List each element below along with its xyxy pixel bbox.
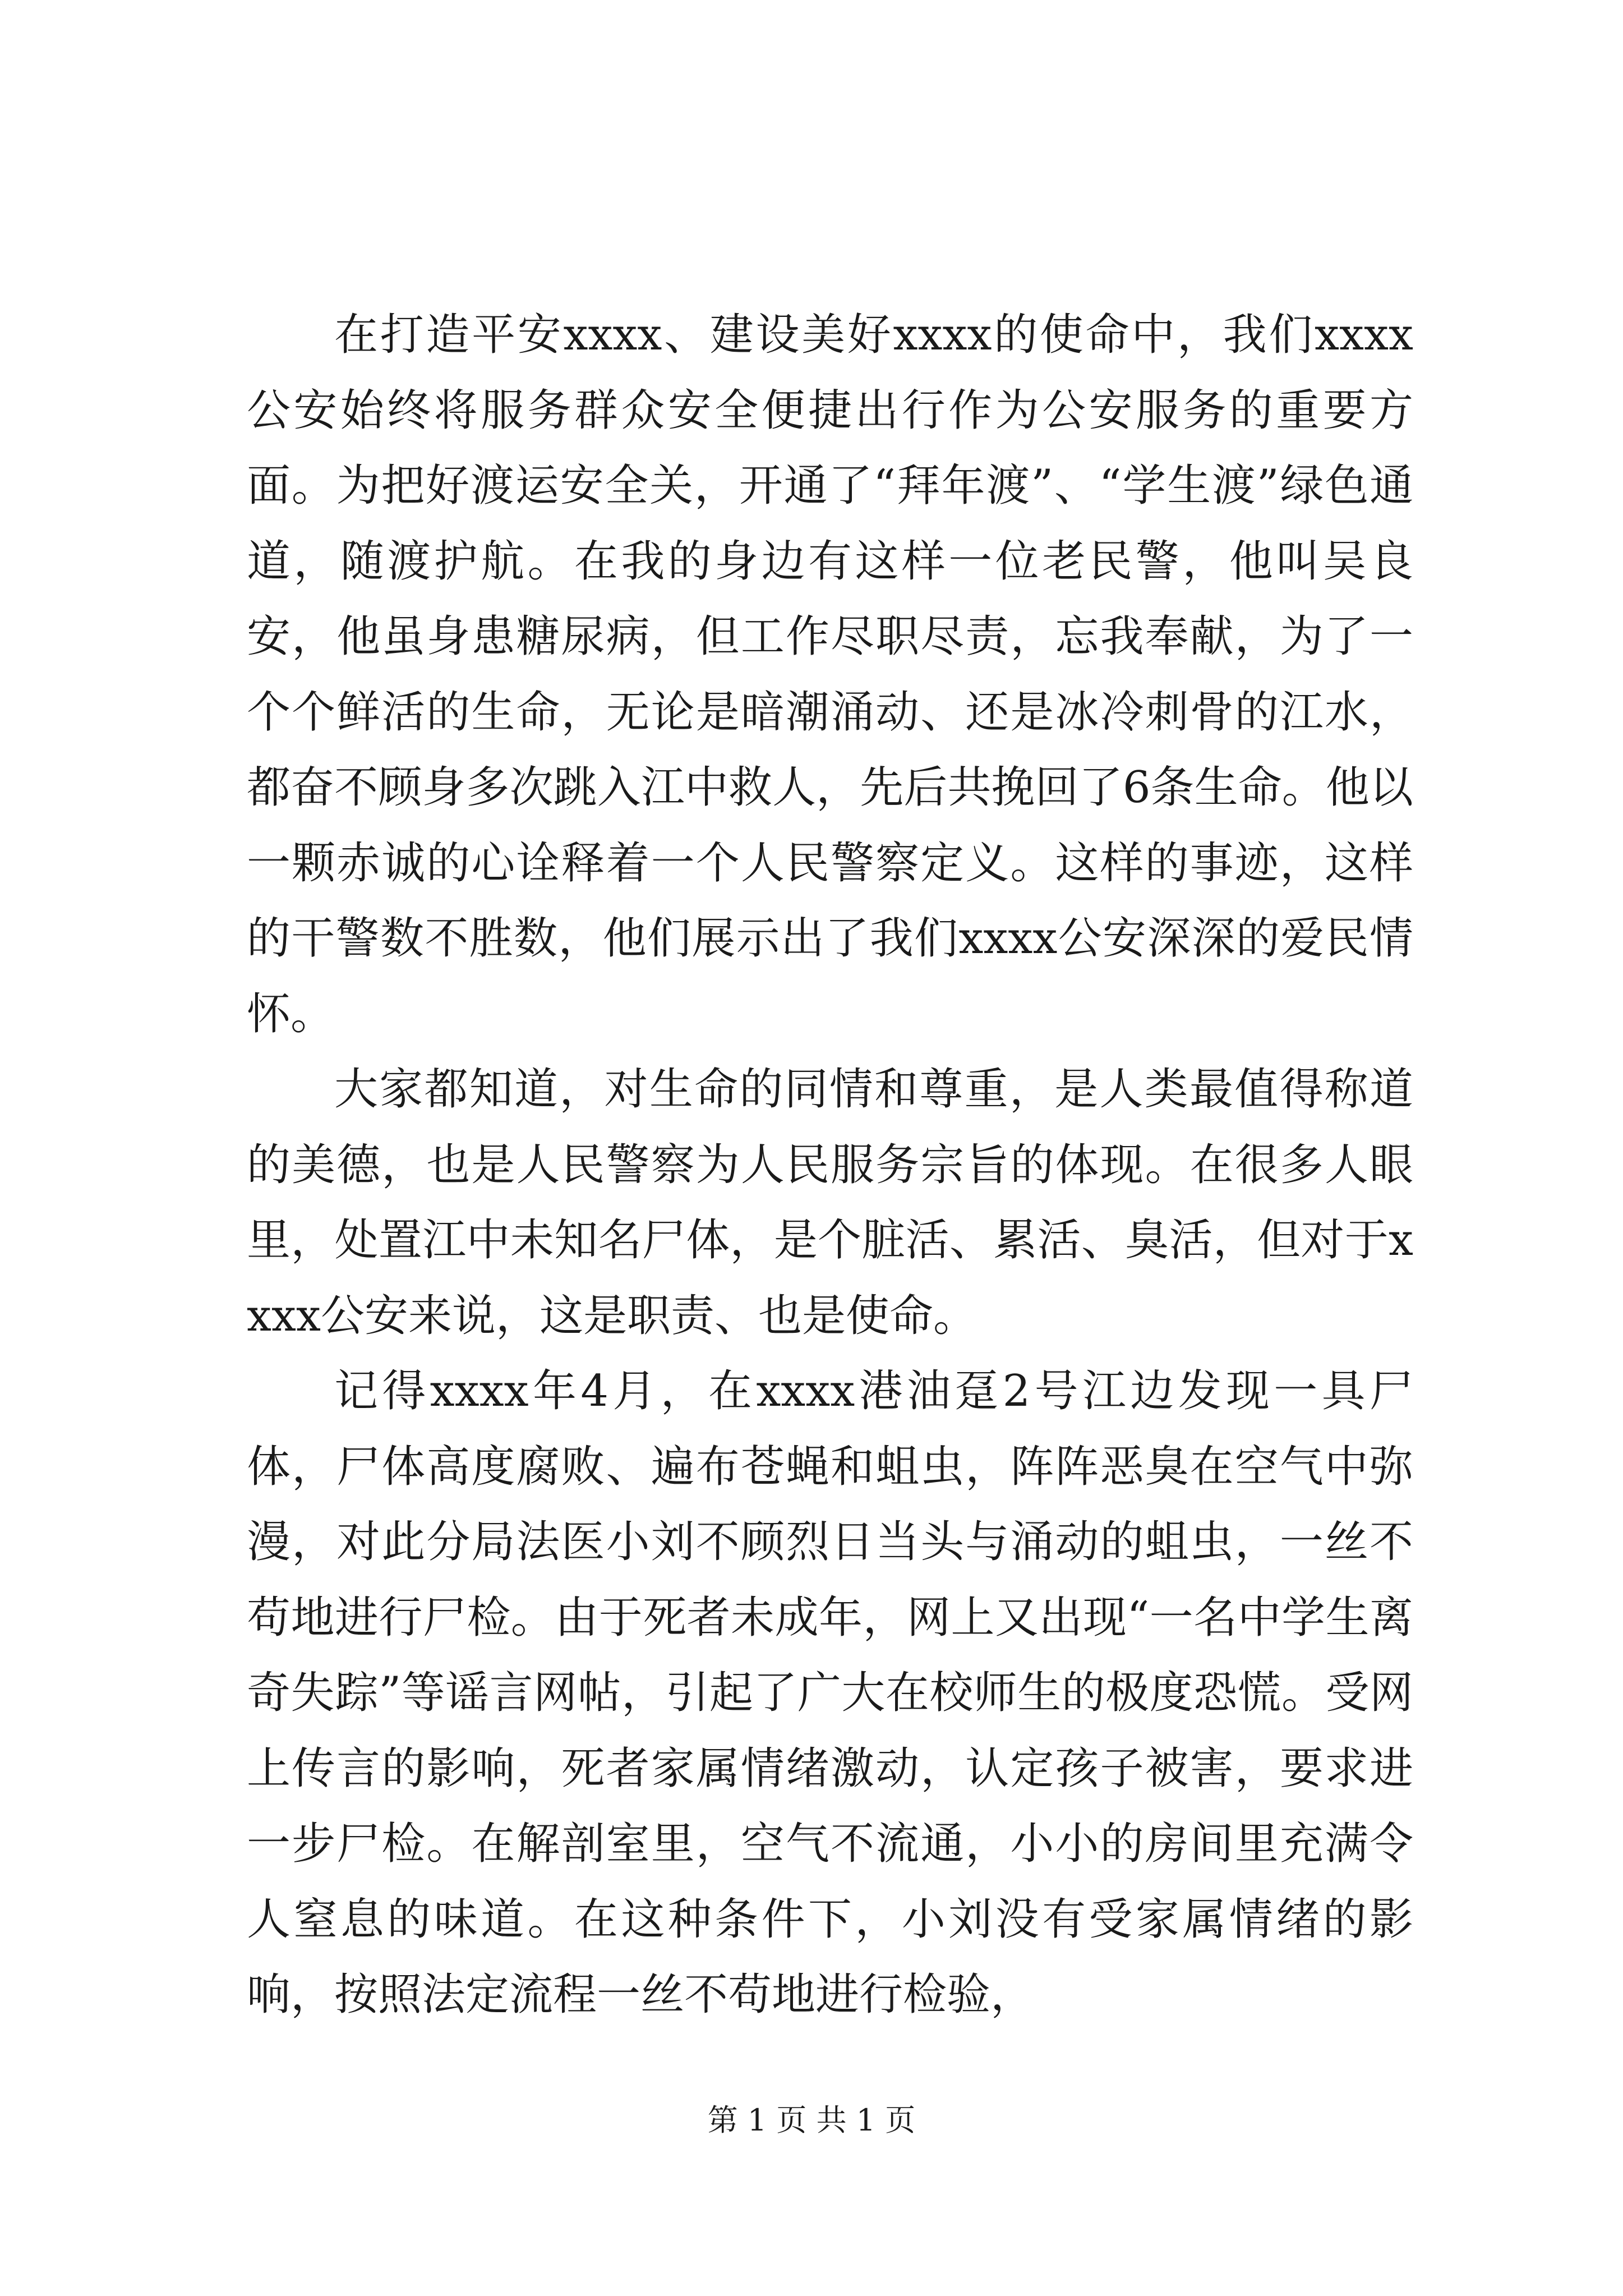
page-footer: 第 1 页 共 1 页 <box>707 2102 916 2138</box>
paragraph-1: 在打造平安xxxx、建设美好xxxx的使命中，我们xxxx公安始终将服务群众安全便捷出行作为公安服务的重要方面。为把好渡运安全关，开通了“拜年渡”、“学生渡”绿色通道，随渡护航。在我的身边有这样一位老民警，他叫吴良安，他虽身患糖尿病，但工作尽职尽责，忘我奉献，为了一个个鲜活的生命，无论是暗潮涌动、还是冰冷刺骨的江水，都奋不顾身多次跳入江中救人，先后共挽回了6条生命。他以一颗赤诚的心诠释着一个人民警察定义。这样的事迹，这样的干警数不胜数，他们展示出了我们xxxx公安深深的爱民情怀。 <box>247 310 1413 1039</box>
paragraph-3: 记得xxxx年4月，在xxxx港油趸2号江边发现一具尸体，尸体高度腐败、遍布苍蝇和蛆虫，阵阵恶臭在空气中弥漫，对此分局法医小刘不顾烈日当头与涌动的蛆虫，一丝不苟地进行尸检。由于死者未成年，网上又出现“一名中学生离奇失踪”等谣言网帖，引起了广大在校师生的极度恐慌。受网上传言的影响，死者家属情绪激动，认定孩子被害，要求进一步尸检。在解剖室里，空气不流通，小小的房间里充满令人窒息的味道。在这种条件下，小刘没有受家属情绪的影响，按照法定流程一丝不苟地进行检验， <box>247 1366 1413 2020</box>
document-body <box>247 297 1413 2033</box>
paragraph-2: 大家都知道，对生命的同情和尊重，是人类最值得称道的美德，也是人民警察为人民服务宗旨的体现。在很多人眼里，处置江中未知名尸体，是个脏活、累活、臭活，但对于xxxx公安来说，这是职责、也是使命。 <box>247 1064 1413 1341</box>
